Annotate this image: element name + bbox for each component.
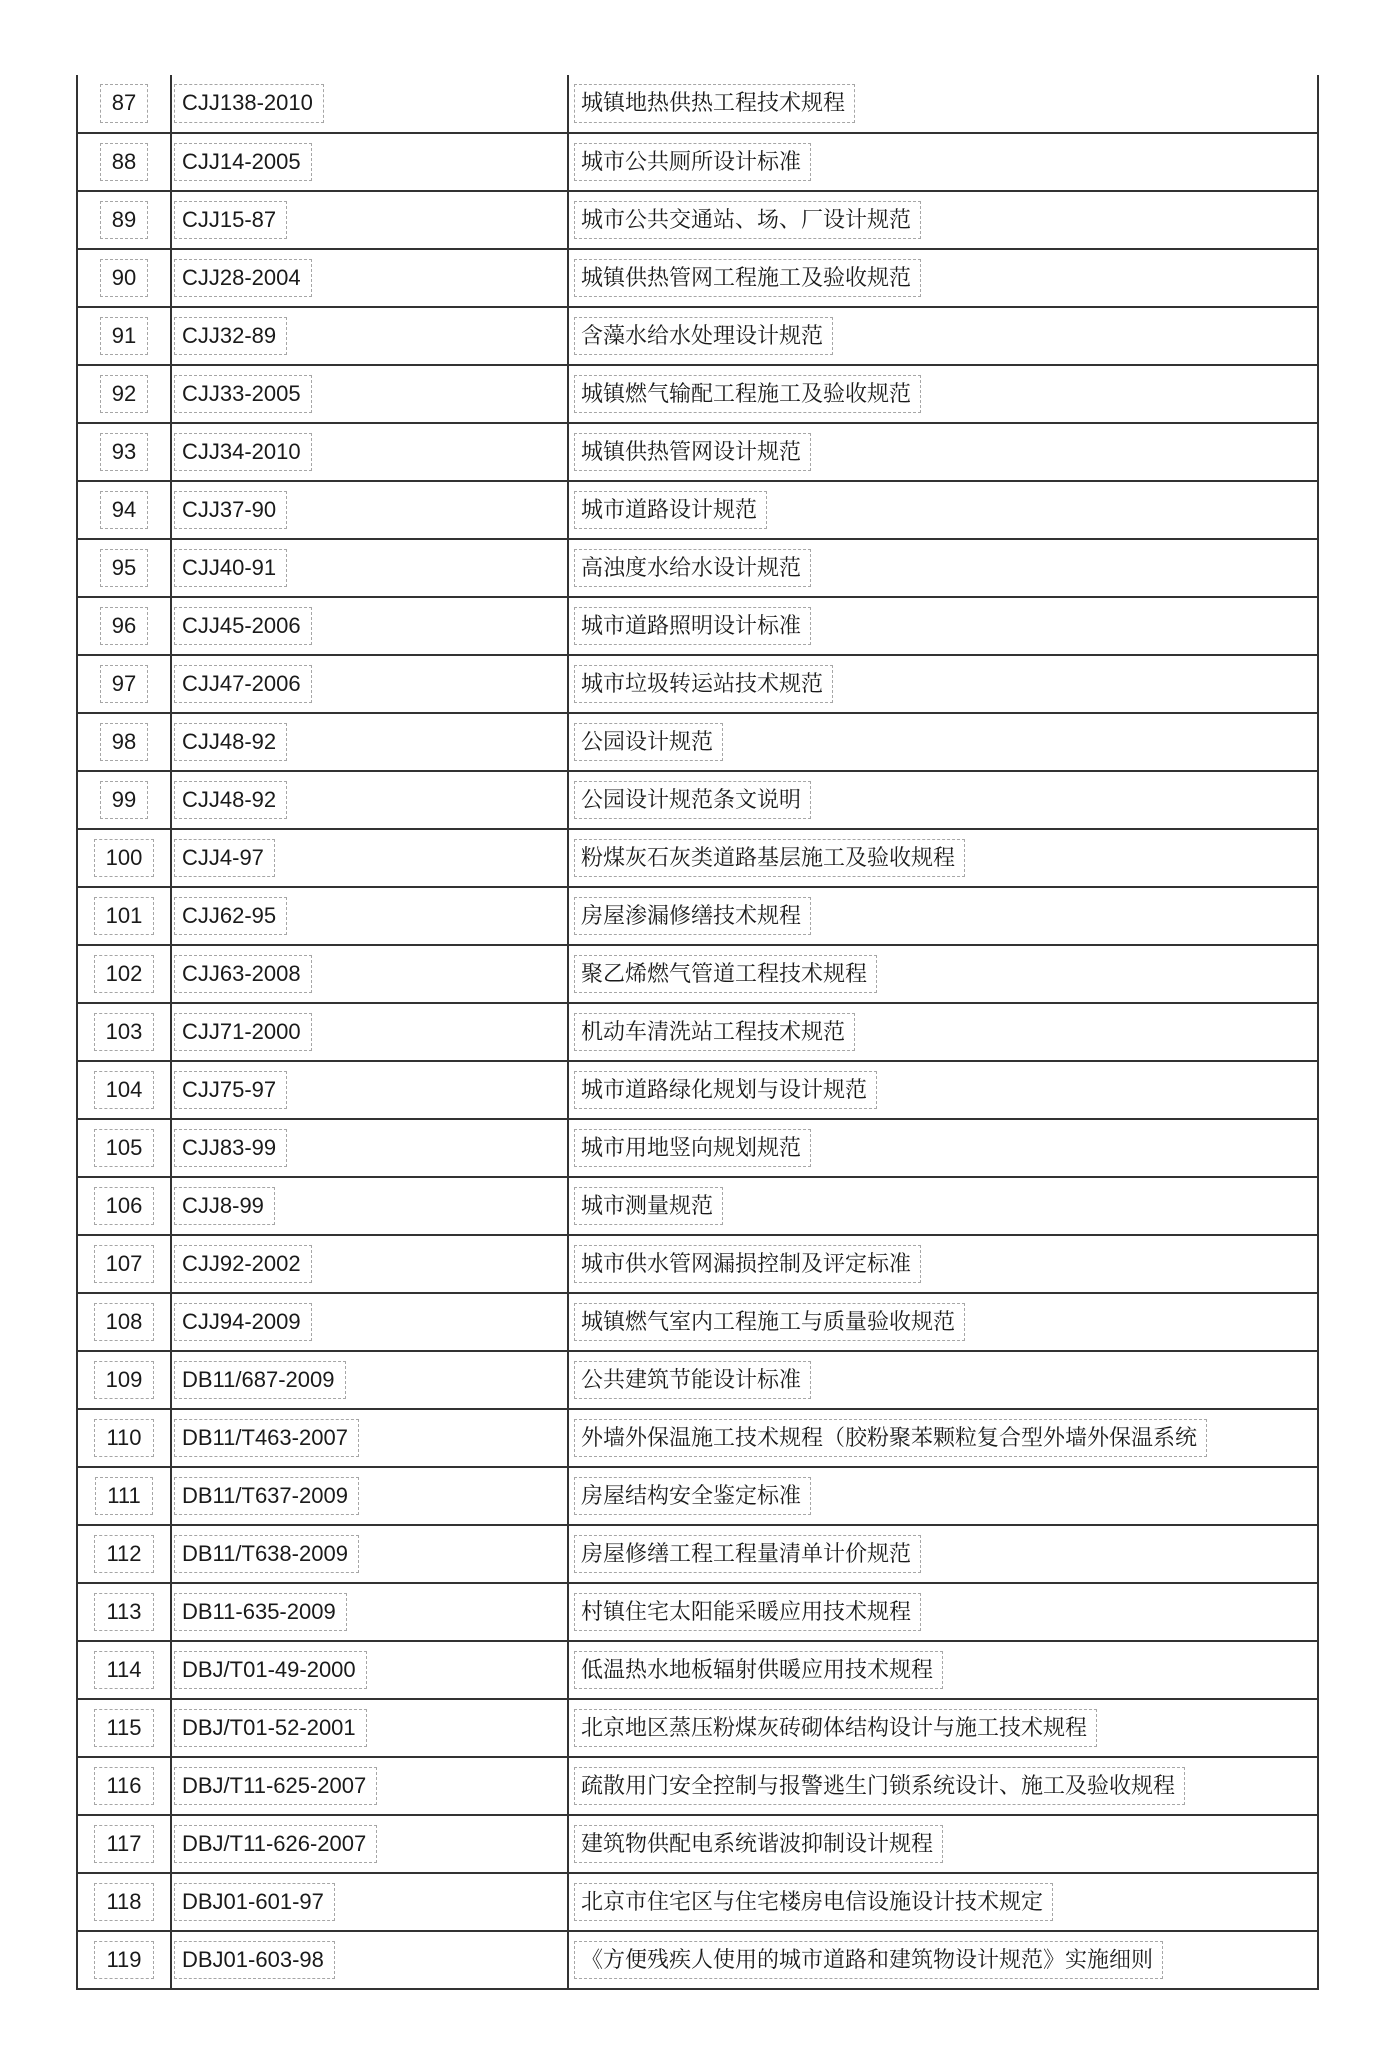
serial-cell <box>77 1177 171 1235</box>
standard-title-field[interactable]: 外墙外保温施工技术规程（胶粉聚苯颗粒复合型外墙外保温系统 <box>574 1419 1207 1458</box>
serial-number-field[interactable]: 94 <box>100 491 148 530</box>
title-cell <box>568 655 1318 713</box>
table-row <box>77 1873 1318 1931</box>
serial-cell <box>77 133 171 191</box>
table-row <box>77 481 1318 539</box>
serial-number-field[interactable]: 101 <box>94 897 155 936</box>
standard-title-field[interactable]: 城市用地竖向规划规范 <box>574 1129 811 1168</box>
title-cell <box>568 945 1318 1003</box>
title-cell <box>568 829 1318 887</box>
standard-code-field[interactable]: DB11/T638-2009 <box>174 1535 359 1574</box>
standard-code-field[interactable]: CJJ94-2009 <box>174 1303 312 1342</box>
code-cell <box>171 1757 568 1815</box>
standard-title-field[interactable]: 城市供水管网漏损控制及评定标准 <box>574 1245 921 1284</box>
standards-table <box>76 75 1319 1990</box>
table-row <box>77 307 1318 365</box>
title-cell <box>568 1351 1318 1409</box>
serial-cell <box>77 1119 171 1177</box>
table-row <box>77 1003 1318 1061</box>
title-cell <box>568 249 1318 307</box>
serial-number-field[interactable]: 90 <box>100 259 148 298</box>
serial-number-field[interactable]: 107 <box>94 1245 155 1284</box>
standard-code-field[interactable]: CJJ92-2002 <box>174 1245 312 1284</box>
serial-number-field[interactable]: 88 <box>100 143 148 182</box>
serial-number-field[interactable]: 109 <box>94 1361 155 1400</box>
table-row <box>77 365 1318 423</box>
table-row <box>77 945 1318 1003</box>
code-cell <box>171 1409 568 1467</box>
code-cell <box>171 1873 568 1931</box>
standard-title-field[interactable]: 城市道路照明设计标准 <box>574 607 811 646</box>
title-cell <box>568 1525 1318 1583</box>
standard-title-field[interactable]: 城市测量规范 <box>574 1187 723 1226</box>
standard-title-field[interactable]: 城市公共交通站、场、厂设计规范 <box>574 201 921 240</box>
serial-number-field[interactable]: 87 <box>100 84 148 123</box>
code-cell <box>171 307 568 365</box>
code-cell <box>171 1119 568 1177</box>
standard-title-field[interactable]: 城市道路设计规范 <box>574 491 767 530</box>
code-cell <box>171 887 568 945</box>
code-cell <box>171 1177 568 1235</box>
serial-number-field[interactable]: 91 <box>100 317 148 356</box>
table-row <box>77 713 1318 771</box>
standard-title-field[interactable]: 房屋修缮工程工程量清单计价规范 <box>574 1535 921 1574</box>
serial-number-field[interactable]: 111 <box>95 1477 152 1516</box>
title-cell <box>568 1641 1318 1699</box>
standard-code-field[interactable]: DBJ01-601-97 <box>174 1883 335 1922</box>
code-cell <box>171 191 568 249</box>
standard-code-field[interactable]: CJJ28-2004 <box>174 259 312 298</box>
table-row <box>77 1757 1318 1815</box>
code-cell <box>171 365 568 423</box>
code-cell <box>171 1293 568 1351</box>
standard-code-field[interactable]: DB11/T463-2007 <box>174 1419 359 1458</box>
standard-title-field[interactable]: 公共建筑节能设计标准 <box>574 1361 811 1400</box>
standard-code-field[interactable]: DBJ/T11-625-2007 <box>174 1767 377 1806</box>
title-cell <box>568 1757 1318 1815</box>
serial-cell <box>77 423 171 481</box>
table-row <box>77 655 1318 713</box>
serial-cell <box>77 481 171 539</box>
serial-number-field[interactable]: 118 <box>94 1883 153 1922</box>
serial-cell <box>77 945 171 1003</box>
serial-number-field[interactable]: 113 <box>94 1593 153 1632</box>
standard-code-field[interactable]: CJJ48-92 <box>174 723 287 762</box>
standard-code-field[interactable]: CJJ40-91 <box>174 549 287 588</box>
serial-number-field[interactable]: 99 <box>100 781 148 820</box>
serial-cell <box>77 75 171 133</box>
serial-cell <box>77 539 171 597</box>
standard-title-field[interactable]: 建筑物供配电系统谐波抑制设计规程 <box>574 1825 943 1864</box>
title-cell <box>568 1003 1318 1061</box>
title-cell <box>568 1931 1318 1989</box>
table-row <box>77 249 1318 307</box>
standard-code-field[interactable]: DBJ/T11-626-2007 <box>174 1825 377 1864</box>
serial-number-field[interactable]: 112 <box>94 1535 153 1574</box>
standard-code-field[interactable]: CJJ34-2010 <box>174 433 312 472</box>
standard-code-field[interactable]: CJJ4-97 <box>174 839 275 878</box>
standard-code-field[interactable]: CJJ8-99 <box>174 1187 275 1226</box>
serial-number-field[interactable]: 104 <box>94 1071 155 1110</box>
title-cell <box>568 1873 1318 1931</box>
standard-code-field[interactable]: DBJ/T01-52-2001 <box>174 1709 367 1748</box>
serial-cell <box>77 1815 171 1873</box>
standard-code-field[interactable]: CJJ14-2005 <box>174 143 312 182</box>
standard-code-field[interactable]: DB11-635-2009 <box>174 1593 347 1632</box>
title-cell <box>568 1815 1318 1873</box>
serial-number-field[interactable]: 115 <box>94 1709 153 1748</box>
standard-title-field[interactable]: 房屋渗漏修缮技术规程 <box>574 897 811 936</box>
standard-code-field[interactable]: CJJ32-89 <box>174 317 287 356</box>
serial-cell <box>77 1467 171 1525</box>
table-row <box>77 1931 1318 1989</box>
standard-title-field[interactable]: 聚乙烯燃气管道工程技术规程 <box>574 955 877 994</box>
serial-cell <box>77 307 171 365</box>
title-cell <box>568 1467 1318 1525</box>
table-row <box>77 1525 1318 1583</box>
code-cell <box>171 655 568 713</box>
table-row <box>77 1815 1318 1873</box>
title-cell <box>568 539 1318 597</box>
title-cell <box>568 191 1318 249</box>
serial-number-field[interactable]: 105 <box>94 1129 155 1168</box>
serial-cell <box>77 1061 171 1119</box>
standard-code-field[interactable]: DB11/687-2009 <box>174 1361 346 1400</box>
title-cell <box>568 1177 1318 1235</box>
serial-number-field[interactable]: 110 <box>94 1419 153 1458</box>
table-row <box>77 1699 1318 1757</box>
title-cell <box>568 1235 1318 1293</box>
title-cell <box>568 1409 1318 1467</box>
serial-cell <box>77 1641 171 1699</box>
table-row <box>77 75 1318 133</box>
standard-code-field[interactable]: CJJ83-99 <box>174 1129 287 1168</box>
standard-title-field[interactable]: 城市公共厕所设计标准 <box>574 143 811 182</box>
serial-cell <box>77 1873 171 1931</box>
serial-cell <box>77 191 171 249</box>
code-cell <box>171 133 568 191</box>
serial-number-field[interactable]: 106 <box>94 1187 155 1226</box>
title-cell <box>568 1061 1318 1119</box>
standard-code-field[interactable]: CJJ71-2000 <box>174 1013 312 1052</box>
code-cell <box>171 1467 568 1525</box>
standard-title-field[interactable]: 《方便残疾人使用的城市道路和建筑物设计规范》实施细则 <box>574 1941 1163 1980</box>
standard-title-field[interactable]: 疏散用门安全控制与报警逃生门锁系统设计、施工及验收规程 <box>574 1767 1185 1806</box>
standard-code-field[interactable]: CJJ48-92 <box>174 781 287 820</box>
standard-code-field[interactable]: DBJ/T01-49-2000 <box>174 1651 367 1690</box>
serial-cell <box>77 1583 171 1641</box>
title-cell <box>568 597 1318 655</box>
standard-title-field[interactable]: 城镇供热管网设计规范 <box>574 433 811 472</box>
code-cell <box>171 1351 568 1409</box>
title-cell <box>568 307 1318 365</box>
serial-number-field[interactable]: 114 <box>94 1651 153 1690</box>
code-cell <box>171 423 568 481</box>
table-row <box>77 1293 1318 1351</box>
serial-number-field[interactable]: 93 <box>100 433 148 472</box>
table-row <box>77 423 1318 481</box>
code-cell <box>171 1235 568 1293</box>
standard-title-field[interactable]: 城镇地热供热工程技术规程 <box>574 84 855 123</box>
serial-cell <box>77 655 171 713</box>
table-row <box>77 1177 1318 1235</box>
code-cell <box>171 1699 568 1757</box>
standard-code-field[interactable]: DB11/T637-2009 <box>174 1477 359 1516</box>
title-cell <box>568 887 1318 945</box>
code-cell <box>171 1061 568 1119</box>
standard-title-field[interactable]: 低温热水地板辐射供暖应用技术规程 <box>574 1651 943 1690</box>
title-cell <box>568 1119 1318 1177</box>
standard-title-field[interactable]: 高浊度水给水设计规范 <box>574 549 811 588</box>
serial-cell <box>77 713 171 771</box>
title-cell <box>568 771 1318 829</box>
standard-title-field[interactable]: 房屋结构安全鉴定标准 <box>574 1477 811 1516</box>
title-cell <box>568 1293 1318 1351</box>
serial-cell <box>77 597 171 655</box>
code-cell <box>171 75 568 133</box>
code-cell <box>171 829 568 887</box>
standard-code-field[interactable]: CJJ33-2005 <box>174 375 312 414</box>
standard-title-field[interactable]: 村镇住宅太阳能采暖应用技术规程 <box>574 1593 921 1632</box>
code-cell <box>171 713 568 771</box>
serial-cell <box>77 887 171 945</box>
serial-cell <box>77 1699 171 1757</box>
table-row <box>77 1351 1318 1409</box>
standard-title-field[interactable]: 城镇供热管网工程施工及验收规范 <box>574 259 921 298</box>
table-row <box>77 1641 1318 1699</box>
serial-number-field[interactable]: 89 <box>100 201 148 240</box>
table-row <box>77 1119 1318 1177</box>
code-cell <box>171 1815 568 1873</box>
title-cell <box>568 365 1318 423</box>
table-row <box>77 1235 1318 1293</box>
standard-title-field[interactable]: 北京市住宅区与住宅楼房电信设施设计技术规定 <box>574 1883 1053 1922</box>
serial-cell <box>77 249 171 307</box>
serial-number-field[interactable]: 96 <box>100 607 148 646</box>
table-row <box>77 1583 1318 1641</box>
standard-title-field[interactable]: 机动车清洗站工程技术规范 <box>574 1013 855 1052</box>
table-row <box>77 1409 1318 1467</box>
code-cell <box>171 771 568 829</box>
standard-title-field[interactable]: 含藻水给水处理设计规范 <box>574 317 833 356</box>
table-row <box>77 1467 1318 1525</box>
code-cell <box>171 597 568 655</box>
serial-cell <box>77 1931 171 1989</box>
serial-number-field[interactable]: 92 <box>100 375 148 414</box>
code-cell <box>171 1931 568 1989</box>
standard-title-field[interactable]: 城镇燃气输配工程施工及验收规范 <box>574 375 921 414</box>
serial-cell <box>77 1351 171 1409</box>
serial-cell <box>77 771 171 829</box>
standard-code-field[interactable]: CJJ15-87 <box>174 201 287 240</box>
standard-title-field[interactable]: 城市垃圾转运站技术规范 <box>574 665 833 704</box>
serial-cell <box>77 829 171 887</box>
title-cell <box>568 423 1318 481</box>
table-row <box>77 829 1318 887</box>
table-row <box>77 1061 1318 1119</box>
table-row <box>77 771 1318 829</box>
table-row <box>77 597 1318 655</box>
serial-cell <box>77 1525 171 1583</box>
serial-number-field[interactable]: 116 <box>94 1767 153 1806</box>
code-cell <box>171 1525 568 1583</box>
serial-number-field[interactable]: 97 <box>100 665 148 704</box>
table-row <box>77 887 1318 945</box>
serial-cell <box>77 1409 171 1467</box>
standard-code-field[interactable]: CJJ63-2008 <box>174 955 312 994</box>
table-row <box>77 191 1318 249</box>
serial-number-field[interactable]: 98 <box>100 723 148 762</box>
standard-code-field[interactable]: CJJ75-97 <box>174 1071 287 1110</box>
title-cell <box>568 133 1318 191</box>
code-cell <box>171 249 568 307</box>
standard-title-field[interactable]: 北京地区蒸压粉煤灰砖砌体结构设计与施工技术规程 <box>574 1709 1097 1748</box>
serial-cell <box>77 1003 171 1061</box>
standard-code-field[interactable]: CJJ62-95 <box>174 897 287 936</box>
table-row <box>77 133 1318 191</box>
serial-cell <box>77 1757 171 1815</box>
code-cell <box>171 1641 568 1699</box>
serial-number-field[interactable]: 100 <box>94 839 155 878</box>
serial-number-field[interactable]: 103 <box>94 1013 155 1052</box>
standard-code-field[interactable]: CJJ45-2006 <box>174 607 312 646</box>
standards-table-body <box>77 75 1318 1989</box>
serial-cell <box>77 1293 171 1351</box>
standard-title-field[interactable]: 城镇燃气室内工程施工与质量验收规范 <box>574 1303 965 1342</box>
title-cell <box>568 713 1318 771</box>
title-cell <box>568 75 1318 133</box>
serial-number-field[interactable]: 108 <box>94 1303 155 1342</box>
standard-title-field[interactable]: 城市道路绿化规划与设计规范 <box>574 1071 877 1110</box>
title-cell <box>568 1583 1318 1641</box>
standard-code-field[interactable]: CJJ37-90 <box>174 491 287 530</box>
serial-cell <box>77 1235 171 1293</box>
standard-code-field[interactable]: CJJ138-2010 <box>174 84 324 123</box>
table-row <box>77 539 1318 597</box>
serial-cell <box>77 365 171 423</box>
code-cell <box>171 945 568 1003</box>
serial-number-field[interactable]: 119 <box>94 1941 153 1980</box>
serial-number-field[interactable]: 117 <box>94 1825 153 1864</box>
standard-code-field[interactable]: CJJ47-2006 <box>174 665 312 704</box>
serial-number-field[interactable]: 95 <box>100 549 148 588</box>
standard-code-field[interactable]: DBJ01-603-98 <box>174 1941 335 1980</box>
code-cell <box>171 1583 568 1641</box>
title-cell <box>568 1699 1318 1757</box>
serial-number-field[interactable]: 102 <box>94 955 155 994</box>
code-cell <box>171 1003 568 1061</box>
code-cell <box>171 539 568 597</box>
standard-title-field[interactable]: 粉煤灰石灰类道路基层施工及验收规程 <box>574 839 965 878</box>
standard-title-field[interactable]: 公园设计规范条文说明 <box>574 781 811 820</box>
standard-title-field[interactable]: 公园设计规范 <box>574 723 723 762</box>
code-cell <box>171 481 568 539</box>
title-cell <box>568 481 1318 539</box>
